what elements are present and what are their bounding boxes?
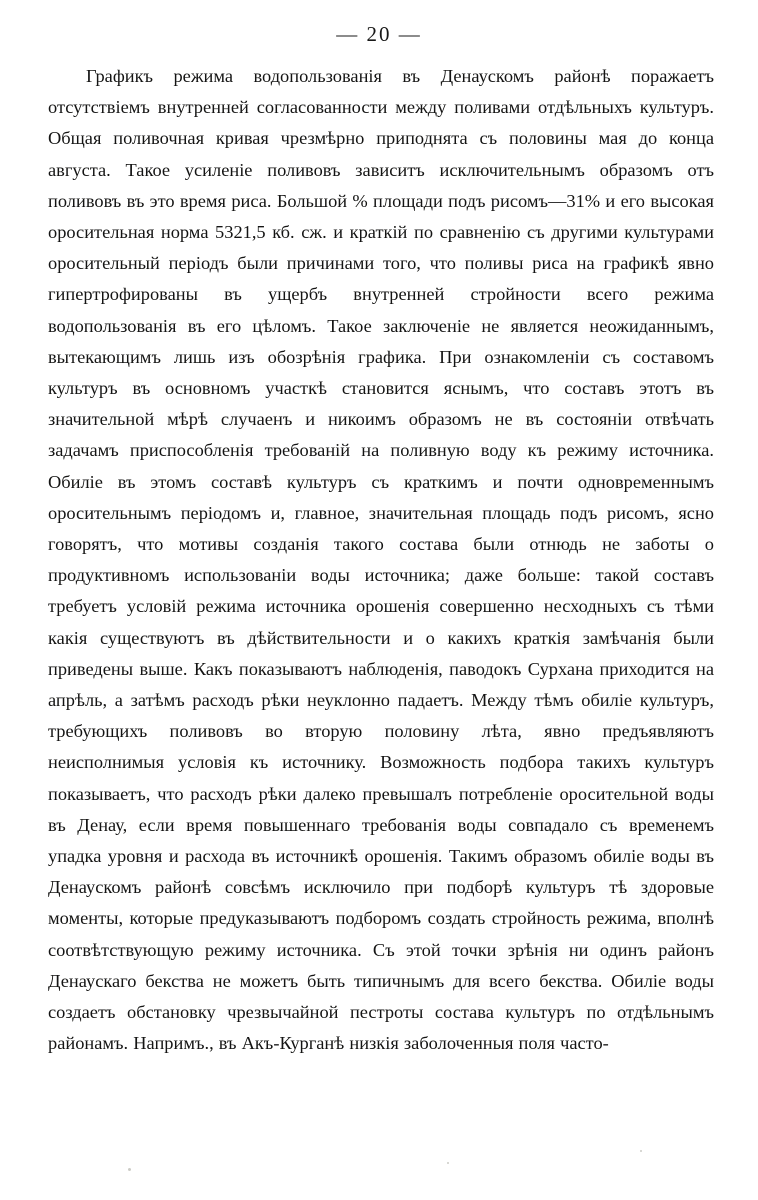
- page-body: [48, 61, 714, 1060]
- paper-speck: [128, 1168, 131, 1171]
- paper-speck: [447, 1162, 449, 1164]
- page-number: — 20 —: [336, 22, 422, 46]
- paper-speck: [640, 1150, 642, 1152]
- body-paragraph: Графикъ режима водопользованія въ Денаускомъ районѣ поражаетъ отсутствіемъ внутренней согласованности между поливами отдѣльныхъ культуръ. Общая поливочная кривая чрезмѣрно приподнята съ половины мая до конца августа. Такое усиленіе поливовъ зависитъ исключительнымъ образомъ отъ поливовъ въ это время риса. Большой % площади подъ рисомъ—31% и его высокая оросительная норма 5321,5 кб. сж. и краткій по сравненію съ другими культурами оросительный періодъ были причинами того, что поливы риса на графикѣ явно гипертрофированы въ ущербъ внутренней стройности всего режима водопользованія въ его цѣломъ. Такое заключеніе не является неожиданнымъ, вытекающимъ лишь изъ обозрѣнія графика. При ознакомленіи съ составомъ культуръ въ основномъ участкѣ становится яснымъ, что составъ этотъ въ значительной мѣрѣ случаенъ и никоимъ образомъ не въ состояніи отвѣчать задачамъ приспособленія требованій на поливную воду къ режиму источника. Обиліе въ этомъ составѣ культуръ съ краткимъ и почти одновременнымъ оросительнымъ періодомъ и, главное, значительная площадь подъ рисомъ, ясно говорятъ, что мотивы созданія такого состава были отнюдь не заботы о продуктивномъ использованіи воды источника; даже больше: такой составъ требуетъ условій режима источника орошенія совершенно несходныхъ съ тѣми какія существуютъ въ дѣйствительности и о какихъ краткія замѣчанія были приведены выше. Какъ показываютъ наблюденія, паводокъ Сурхана приходится на апрѣль, а затѣмъ расходъ рѣки неуклонно падаетъ. Между тѣмъ обиліе культуръ, требующихъ поливовъ во вторую половину лѣта, явно предъявляютъ неисполнимыя условія къ источнику. Возможность подбора такихъ культуръ показываетъ, что расходъ рѣки далеко превышалъ потребленіе оросительной воды въ Денау, если время повышеннаго требованія воды совпадало съ временемъ упадка уровня и расхода въ источникѣ орошенія. Такимъ образомъ обиліе воды въ Денаускомъ районѣ совсѣмъ исключило при подборѣ культуръ тѣ здоровые моменты, которые предуказываютъ подборомъ создать стройность режима, вполнѣ соотвѣтствующую режиму источника. Съ этой точки зрѣнія ни одинъ районъ Денаускаго бекства не можетъ быть типичнымъ для всего бекства. Обиліе воды создаетъ обстановку чрезвычайной пестроты состава культуръ по отдѣльнымъ районамъ. Напримъ., въ Акъ-Курганѣ низкія заболоченныя поля часто-: [48, 66, 714, 1054]
